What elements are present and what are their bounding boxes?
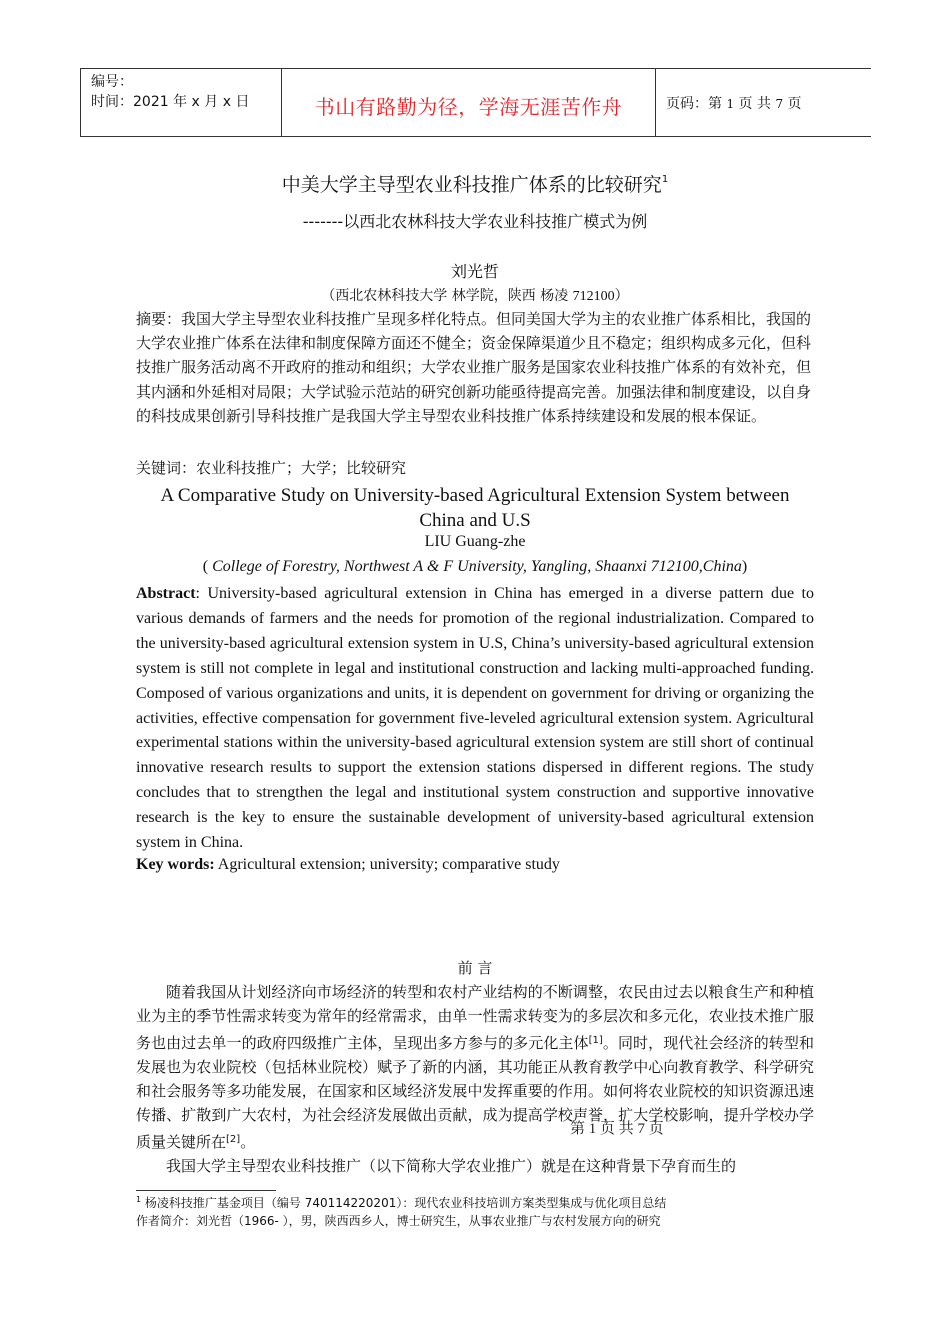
header-page-cell — [656, 69, 871, 136]
page-marker: 第 1 页 共 7 页 — [570, 1121, 664, 1137]
citation-2: [2] — [226, 1133, 241, 1145]
header-motto-cell — [282, 69, 656, 136]
footnote-mark: 1 — [136, 1195, 142, 1204]
affiliation-english — [0, 558, 950, 576]
header-meta-cell — [81, 69, 282, 136]
keywords-english — [136, 856, 560, 874]
abstract-chinese: 摘要：我国大学主导型农业科技推广呈现多样化特点。但同美国大学为主的农业推广体系相比，我国的大学农业推广体系在法律和制度保障方面还不健全；资金保障渠道少且不稳定；组织构成多元化，但科技推广服务活动离不开政府的推动和组织；大学农业推广服务是国家农业科技推广体系的有效补充，但其内涵和外延相对局限；大学试验示范站的研究创新功能亟待提高完善。加强法律和制度建设，以自身的科技成果创新引导科技推广是我国大学主导型农业科技推广体系持续建设和发展的根本保证。 — [136, 310, 812, 425]
footnote-funding-text: 杨凌科技推广基金项目（编号 740114220201）：现代农业科技培训方案类型集成与优化项目总结 — [141, 1196, 667, 1210]
keywords-chinese: 关键词：农业科技推广；大学；比较研究 — [136, 459, 407, 477]
citation-1: [1] — [588, 1034, 603, 1046]
abstract-label: Abstract — [136, 585, 196, 602]
author-affiliation — [0, 285, 950, 305]
page-current: 1 — [726, 97, 735, 111]
affiliation-text: （西北农林科技大学 林学院，陕西 杨凌 — [321, 288, 569, 304]
preface-paragraph — [136, 980, 814, 1154]
abstract-english — [136, 582, 814, 856]
page-prefix: 页码：第 — [666, 96, 722, 112]
footnote-funding — [136, 1194, 666, 1211]
preface-p1-part-a: 随着我国从计划经济向市场经济的转型和农村产业结构的不断调整，农民由过去以粮食生产和种植业为主的季节性需求转变为常年的经常需求，由单一性需求转变为的多层次和多元化，农业技术推广服务也由过去单一的政府四级推广主体，呈现出多方参与的多元化主体 — [136, 983, 814, 1052]
paper-title-text: 中美大学主导型农业科技推广体系的比较研究 — [281, 174, 662, 196]
footnote-author-bio: 作者简介：刘光哲（1966- ），男，陕西西乡人，博士研究生，从事农业推广与农村发展方向的研究 — [136, 1214, 661, 1228]
affiliation-en-close: ) — [741, 558, 748, 575]
doc-time-label: 时间：2021 年 x 月 x 日 — [91, 94, 250, 110]
keywords-label: Key words: — [136, 856, 215, 873]
preface-paragraph: 我国大学主导型农业科技推广（以下简称大学农业推广）就是在这种背景下孕育而生的 — [166, 1157, 737, 1176]
author-name: 刘光哲 — [450, 262, 499, 281]
doc-id-label: 编号： — [91, 74, 133, 90]
footnote-divider — [136, 1190, 276, 1191]
paper-subtitle: -------以西北农林科技大学农业科技推广模式为例 — [302, 212, 648, 231]
keywords-english-text: Agricultural extension; university; comparative study — [214, 856, 560, 873]
affiliation-en-text: College of Forestry, Northwest A & F University, Yangling, Shaanxi 712100,China — [212, 558, 742, 575]
affiliation-close: ） — [614, 288, 629, 304]
paper-title — [0, 170, 950, 197]
preface-body — [136, 980, 814, 1178]
abstract-english-text: : University-based agricultural extension in China has emerged in a diverse pattern due to various demands of farmers and the needs for promotion of the regional industrialization. Compared to the university-based agricultural extension system in U.S, China’s university-based agricultural extension system is still not complete in legal and institutional construction and lacking multi-approached funding. Composed of various organizations and units, it is dependent on government for driving or organizing the activities, effective compensation for government five-leveled agricultural extension system. Agricultural experimental stations within the university-based agricultural extension system are still short of continual innovative research results to support the extension stations dispersed in different regions. The study concludes that to strengthen the legal and institutional system construction and supportive innovative research is the key to ensure the sustainable development of university-based agricultural extension system in China. — [136, 585, 814, 852]
page-suffix: 页 — [787, 96, 802, 112]
author-name-english: LIU Guang-zhe — [424, 533, 526, 550]
preface-heading: 前 言 — [457, 959, 493, 977]
paper-title-english: A Comparative Study on University-based Agricultural Extension System between China and U.S — [160, 485, 790, 531]
title-footnote-mark: 1 — [661, 174, 669, 185]
affiliation-en-open: ( — [202, 558, 209, 575]
page-number-label — [666, 93, 802, 113]
document-header — [80, 68, 871, 137]
page-total: 7 — [775, 97, 784, 111]
preface-p1-part-c: 。 — [240, 1132, 256, 1151]
preface-p1-part-b: 。同时，现代社会经济的转型和发展也为农业院校（包括林业院校）赋予了新的内涵，其功能正从教育教学中心向教育教学、科学研究和社会服务等多功能发展，在国家和区域经济发展中发挥重要的作用。如何将农业院校的知识资源迅速传播、扩散到广大农村，为社会经济发展做出贡献，成为提高学校声誉，扩大学校影响，提升学校办学质量关键所在 — [136, 1033, 814, 1151]
affiliation-postcode: 712100 — [572, 289, 615, 304]
motto-text: 书山有路勤为径，学海无涯苦作舟 — [314, 95, 623, 119]
page-mid: 页 共 — [738, 96, 771, 112]
